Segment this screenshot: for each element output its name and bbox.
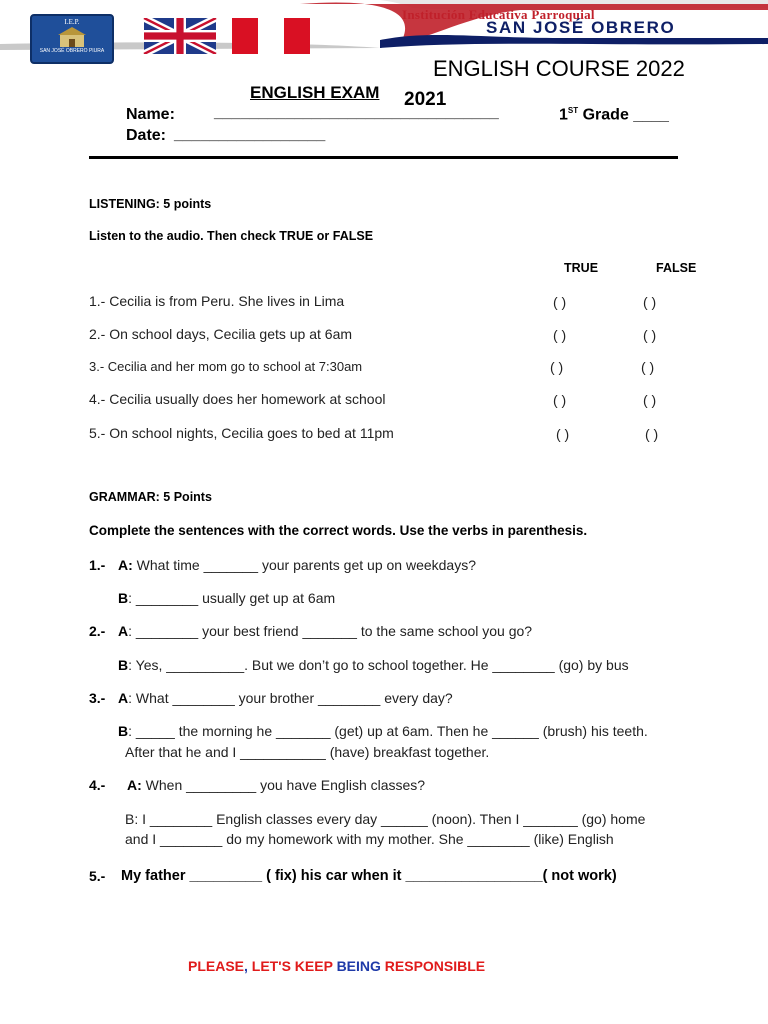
true-column-header: TRUE <box>564 261 599 275</box>
question-5-number: 5.- <box>89 868 106 884</box>
q3-a-label: A <box>118 690 129 706</box>
header-divider <box>89 156 678 159</box>
q3-b-label: B <box>118 723 129 739</box>
question-3-b <box>118 723 648 739</box>
listening-instruction: Listen to the audio. Then check TRUE or FALSE <box>89 229 374 243</box>
q1-b-label: B <box>118 590 129 606</box>
school-logo: I.E.P. SAN JOSÉ OBRERO PIURA <box>30 14 114 64</box>
uk-flag-icon <box>140 18 220 54</box>
footer-word-please: PLEASE <box>188 958 245 974</box>
false-checkbox-1[interactable]: ( ) <box>643 294 657 310</box>
question-3-a <box>118 690 453 706</box>
listening-item-1: 1.- Cecilia is from Peru. She lives in Lima <box>89 293 345 309</box>
name-blank[interactable]: ________________________________ <box>214 104 499 121</box>
question-3-number: 3.- <box>89 690 106 706</box>
question-2-number: 2.- <box>89 623 106 639</box>
q2-b-text: : Yes, __________. But we don’t go to school together. He ________ (go) by bus <box>128 657 629 673</box>
true-checkbox-5[interactable]: ( ) <box>556 426 570 442</box>
listening-item-3: 3.- Cecilia and her mom go to school at 7:30am <box>89 359 363 374</box>
institution-name: SAN JOSÉ OBRERO <box>486 18 676 37</box>
question-4-b-line2: and I ________ do my homework with my mother. She ________ (like) English <box>125 831 614 847</box>
footer-word-being: BEING <box>336 958 381 974</box>
true-checkbox-3[interactable]: ( ) <box>550 359 564 375</box>
question-5-text: My father _________ ( fix) his car when it _________________( not work) <box>121 868 617 884</box>
footer-comma: , <box>244 958 252 974</box>
q2-b-label: B <box>118 657 129 673</box>
date-blank[interactable]: _________________ <box>174 126 326 143</box>
footer-word-keep: KEEP <box>294 958 333 974</box>
church-icon <box>54 27 90 47</box>
exam-title: ENGLISH EXAM <box>250 83 380 102</box>
question-4-number: 4.- <box>89 777 106 793</box>
footer-slogan <box>188 958 485 974</box>
q2-a-text: : ________ your best friend _______ to the same school you go? <box>128 623 533 639</box>
question-4-a <box>127 777 425 793</box>
date-label: Date: <box>126 127 167 144</box>
false-checkbox-3[interactable]: ( ) <box>641 359 655 375</box>
peru-flag-icon <box>232 18 310 54</box>
grammar-heading: GRAMMAR: 5 Points <box>89 490 212 504</box>
footer-word-responsible: RESPONSIBLE <box>384 958 486 974</box>
question-1-b <box>118 590 335 606</box>
false-checkbox-2[interactable]: ( ) <box>643 327 657 343</box>
question-1-number: 1.- <box>89 557 106 573</box>
q4-a-text: When _________ you have English classes? <box>141 777 426 793</box>
exam-year: 2021 <box>404 89 447 110</box>
listening-item-2: 2.- On school days, Cecilia gets up at 6am <box>89 326 353 342</box>
true-checkbox-4[interactable]: ( ) <box>553 392 567 408</box>
q3-a-text: : What ________ your brother ________ every day? <box>128 690 453 706</box>
footer-word-lets: LET'S <box>251 958 291 974</box>
grade-label: Grade ____ <box>582 106 669 124</box>
question-4-b-line1: B: I ________ English classes every day ______ (noon). Then I _______ (go) home <box>125 811 646 827</box>
q1-a-label: A: <box>118 557 133 573</box>
question-2-b <box>118 657 629 673</box>
listening-item-4: 4.- Cecilia usually does her homework at school <box>89 391 386 407</box>
question-3-b-line2: After that he and I ___________ (have) breakfast together. <box>125 744 490 760</box>
false-checkbox-5[interactable]: ( ) <box>645 426 659 442</box>
true-checkbox-2[interactable]: ( ) <box>553 327 567 343</box>
grade-sup: ST <box>567 106 579 115</box>
name-label: Name: <box>126 106 175 123</box>
q3-b-text: : _____ the morning he _______ (get) up at 6am. Then he ______ (brush) his teeth. <box>128 723 648 739</box>
listening-heading: LISTENING: 5 points <box>89 197 212 211</box>
grammar-instruction: Complete the sentences with the correct words. Use the verbs in parenthesis. <box>89 523 588 538</box>
false-column-header: FALSE <box>656 261 697 275</box>
true-checkbox-1[interactable]: ( ) <box>553 294 567 310</box>
q2-a-label: A <box>118 623 129 639</box>
q1-b-text: : ________ usually get up at 6am <box>128 590 336 606</box>
question-1-a <box>118 557 476 573</box>
false-checkbox-4[interactable]: ( ) <box>643 392 657 408</box>
course-title: ENGLISH COURSE 2022 <box>433 56 685 81</box>
grade-number: 1 <box>559 106 568 124</box>
listening-item-5: 5.- On school nights, Cecilia goes to bed at 11pm <box>89 425 394 441</box>
institution-label: Institución Educativa Parroquial <box>402 7 595 22</box>
grade-field <box>559 106 669 124</box>
q1-a-text: What time _______ your parents get up on weekdays? <box>132 557 476 573</box>
question-2-a <box>118 623 532 639</box>
q4-a-label: A: <box>127 777 142 793</box>
